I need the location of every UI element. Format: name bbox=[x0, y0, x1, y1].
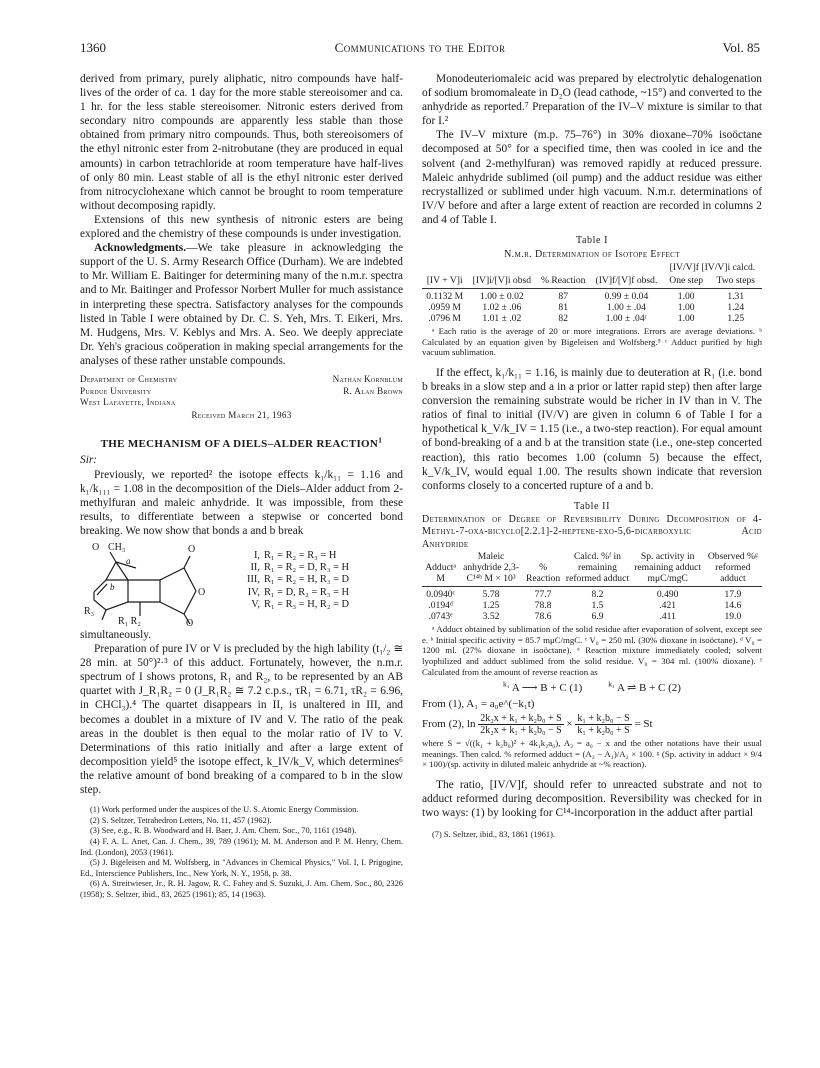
ch3-label: CH₃ bbox=[108, 542, 126, 553]
table-row: 0.0940ᶜ 5.78 77.7 8.2 0.490 17.9 bbox=[426, 589, 742, 601]
paragraph: The IV–V mixture (m.p. 75–76°) in 30% dioxane–70% isoöctane decomposed at 50° for a specified time, then was cooled in ice and the solvent (and 2-methylfuran) was removed rapidly at reduced pressure. Maleic anhydride sublimed (oil pump) and the adduct residue was either recrystallized or sublimed under high vacuum. N.m.r. determinations of IV/V before and after a large extent of reaction are recorded in columns 2 and 4 of Table I. bbox=[422, 129, 762, 226]
table-notes: where S = √((k₁ + k₂b₀)² + 4k₁k₂a₀), A₂ = a₀ − x and the other notations have their usual meanings. Then calcd. % reformed adduct = (A₂ − A₁)/A₂ × 100. ᵍ (Sp. activity in adduct × 9/4 × 100)/(sp. activity in diluted maleic anhydride at ~% reaction). bbox=[422, 738, 762, 770]
equation: $^{k_1}$ A ⟶ B + C (1) bbox=[503, 679, 583, 695]
table-title: Table I bbox=[575, 235, 609, 247]
compound-legend: I, R₁ = R₂ = R₃ = H II, R₁ = R₂ = D, R₃ = H III, R₁ = R₂ = H, R₃ = D IV, R₁ = D, R₂ = R₃ = H V, R₁ = R₃ = H, R₂ = D bbox=[247, 550, 350, 610]
paragraph: Previously, we reported² the isotope effects k₁/k₁₁ = 1.16 and k₁/k₁₁₁ = 1.08 in the decomposition of the Diels–Alder adduct from 2-methylfuran and maleic anhydride. It was impossible, from these results, to differentiate between a stepwise or concerted bond breaking. We now show that bonds a and b break bbox=[80, 468, 403, 537]
table-row: 0.1132 M 1.00 ± 0.02 87 0.99 ± 0.04 1.00 1.31 bbox=[426, 291, 745, 303]
isotope-effect-table bbox=[422, 262, 762, 324]
footnote: (4) F. A. L. Anet, Can. J. Chem., 39, 789 (1961); M. M. Anderson and P. M. Henry, Chem. Ind. (London), 2053 (1961). bbox=[80, 836, 403, 857]
column-header: Two steps bbox=[710, 275, 762, 289]
page-number: 1360 bbox=[80, 40, 106, 55]
paragraph: Extensions of this new synthesis of nitronic esters are being explored and the chemistry of these compounds is under investigation. bbox=[80, 213, 403, 241]
structure-figure bbox=[80, 540, 403, 626]
equation: $^{k_1}$ A ⇌ B + C (2) bbox=[608, 679, 681, 695]
column-header: Sp. activity in remaining adduct mμC/mgC bbox=[632, 551, 704, 587]
atom-o-label: O bbox=[198, 587, 206, 598]
table-caption: Determination of Degree of Reversibility During Decomposition of 4-Methyl-7-oxa-bicyclo[2.2.1]-2-heptene-exo-5,6-dicarboxylic Acid Anhydride bbox=[422, 513, 762, 550]
affiliation-block bbox=[80, 374, 403, 421]
equation-line: From (2), ln $\frac{\text{2k₂x + k₁ + k₂b₀ + S}}{\text{2k₂x + k₁ + k₂b₀ − S}}$ × $\frac{\text{k₁ + k₂b₀ − S}}{\text{k₁ + k₂b₀ + S}}$ = St bbox=[422, 713, 653, 737]
column-header: Maleic anhydride 2,3-C¹⁴ᵇ M × 10³ bbox=[459, 551, 523, 587]
fraction: $\frac{\text{k₁ + k₂b₀ − S}}{\text{k₁ + k₂b₀ + S}}$ bbox=[577, 713, 630, 737]
bond-b-label: b bbox=[110, 582, 115, 592]
right-column bbox=[422, 72, 762, 842]
table-caption: N.m.r. Determination of Isotope Effect bbox=[504, 249, 680, 261]
column-header: (IV]f/[V]f obsd. bbox=[590, 275, 663, 289]
volume-label: Vol. 85 bbox=[722, 40, 760, 55]
column-header: Calcd. %ᶠ in remaining reformed adduct bbox=[563, 551, 631, 587]
author-name: R. Alan Brown bbox=[343, 385, 403, 396]
footnote: (3) See, e.g., R. B. Woodward and H. Baer, J. Am. Chem. Soc., 70, 1161 (1948). bbox=[90, 826, 357, 836]
column-header: Adductᵃ M bbox=[422, 551, 459, 587]
section-title: THE MECHANISM OF A DIELS–ALDER REACTION$^1$ bbox=[100, 435, 383, 451]
university: Purdue University bbox=[80, 385, 152, 396]
reaction-equations bbox=[422, 681, 762, 695]
paragraph: derived from primary, purely aliphatic, nitro compounds have half-lives of the order of ca. 1 day for the more stable stereoisomer and ca. 1 hr. for the less stable stereoisomer. Nitronic esters derived from secondary nitro compounds are apparently less stable than those obtained from primary nitro compounds. Thus, both stereoisomers of the ethyl nitronic ester from 2-nitrobutane (they are produced in equal amounts) in carbon tetrachloride at room temperature have half-lives of only 80 min. Least stable of all is the ethyl nitronic ester derived from nitrocyclohexane which cannot be brought to room temperature without decomposing rapidly. bbox=[80, 73, 403, 212]
r3-label: R₃ bbox=[84, 606, 95, 617]
paragraph: If the effect, k₁/k₁₁ = 1.16, is mainly due to deuteration at R₁ (i.e. bond b breaks in a slow step and a in a prior or latter rapid step) then after large conversion the remaining substrate would be richer in IV than in V. The ratios of final to initial (IV/V) are given in column 6 of Table I for a hypothetical k_V/k_IV = 1.15 (i.e., a two-step reaction). For equal amount of bond-breaking of a and b at the transition state (i.e., one-step concerted reaction), this ratio becomes 1.00 (column 5) because the effect, k_V/k_IV, would equal 1.00. The results shown indicate that reversion conforms closely to a concerted rupture of a and b. bbox=[422, 367, 762, 492]
paragraph: The ratio, [IV/V]f, should refer to unreacted substrate and not to adduct reformed during decomposition. Reversibility was checked for in two ways: (1) by looking for C¹⁴-incorporation in the adduct after partial bbox=[422, 779, 762, 820]
table-notes: ᵃ Adduct obtained by sublimation of the solid residue after evaporation of solvent, except see e. ᵇ Initial specific activity = 85.7 mμC/mgC. ᶜ V₀ = 250 ml. (30% dioxane in isoöctane). ᵈ V₀ = 1200 ml. (27% dioxane in isoöctane). ᵉ Reaction mixture immediately cooled; solvent lyophilized and adduct sublimed from the solid residue. V₀ = 304 ml. (100% dioxane). ᶠ Calculated from the amount of reverse reaction as bbox=[422, 624, 762, 677]
r1-r2-label: R₁ R₂ bbox=[118, 616, 141, 626]
paragraph: simultaneously. bbox=[80, 629, 152, 641]
ack-body: —We take pleasure in acknowledging the support of the U. S. Army Research Office (Durham). We are indebted to Mr. William E. Baitinger for determining many of the n.m.r. spectra and to Mr. Baitinger and Professor Norbert Muller for much assistance in interpreting these spectra. Satisfactory analyses for the compounds listed in Table I were obtained by Dr. C. S. Yeh, Mrs. T. Eikeri, Mrs. M. Hudgens, Mrs. V. Keblys and Mrs. A. Seo. We deeply appreciate Dr. Yeh's gracious coöperation in making special arrangements for the analyses of these rather unstable compounds. bbox=[80, 242, 403, 367]
column-header: % Reaction bbox=[536, 275, 590, 289]
atom-o-label: O bbox=[188, 544, 196, 555]
department: Department of Chemistry bbox=[80, 373, 178, 384]
atom-o-label: O bbox=[92, 542, 100, 553]
footnote: (1) Work performed under the auspices of the U. S. Atomic Energy Commission. bbox=[90, 805, 359, 815]
table-row: .0796 M 1.01 ± .02 82 1.00 ± .04ᶜ 1.00 1.25 bbox=[428, 313, 745, 325]
column-header: % Reaction bbox=[523, 551, 563, 587]
running-title: Communications to the Editor bbox=[334, 40, 506, 55]
bond-a-label: a bbox=[126, 556, 131, 566]
ack-heading: Acknowledgments. bbox=[94, 242, 187, 255]
column-header: [IV]i/[V]i obsd bbox=[467, 275, 536, 289]
reversibility-table bbox=[422, 551, 762, 622]
left-column bbox=[80, 72, 403, 900]
table-row: .0959 M 1.02 ± .06 81 1.00 ± .04 1.00 1.24 bbox=[428, 302, 745, 314]
atom-o-label: O bbox=[186, 618, 194, 626]
footnote: (7) S. Seltzer, ibid., 83, 1861 (1961). bbox=[432, 830, 555, 840]
table-row: .0743ᵉ 3.52 78.6 6.9 .411 19.0 bbox=[428, 611, 742, 623]
acknowledgments bbox=[80, 241, 403, 368]
footnotes bbox=[80, 805, 403, 900]
author-name: Nathan Kornblum bbox=[332, 373, 403, 384]
equation-line: From (1), A₁ = a₀e^(−k₁t) bbox=[422, 698, 535, 711]
footnote: (6) A. Streitwieser, Jr., R. H. Jagow, R. C. Fahey and S. Suzuki, J. Am. Chem. Soc., 80, 2326 (1958); S. Seltzer, ibid., 83, 2625 (1961); 85, 14 (1963). bbox=[80, 879, 403, 899]
table-title: Table II bbox=[573, 500, 611, 512]
page-header bbox=[80, 40, 760, 58]
paragraph: Monodeuteriomaleic acid was prepared by electrolytic dehalogenation of sodium bromomaleate in D₂O (lead cathode, ~15°) and converted to the anhydride as reported.⁷ Preparation of the IV–V mixture is similar to that for I.² bbox=[422, 73, 762, 128]
paragraph: Preparation of pure IV or V is precluded by the high lability (t₁/₂ ≅ 28 min. at 50°)²·³ of this adduct. Fortunately, however, the n.m.r. spectrum of I shows protons, R₁ and R₂, to be represented by an AB quartet with J_R₁R₂ = 0 (J_R₁R₂ ≅ 7.2 c.p.s., τR₁ = 6.71, τR₂ = 6.96, in CHCl₃).⁴ The quartet disappears in II, is unaltered in III, and becomes a doublet in a mixture of IV and V. The ratio of the peak areas in the doublet is then equal to the molar ratio of IV to V. Determinations of this ratio initially and after a large extent of decomposition yield⁵ the isotope effect, k_IV/k_V, which determines⁶ the relative amount of bond breaking of a compared to b in the slow step. bbox=[80, 643, 403, 797]
table-row: .0194ᵈ 1.25 78.8 1.5 .421 14.6 bbox=[428, 600, 742, 612]
footnote: (2) S. Seltzer, Tetrahedron Letters, No. 11, 457 (1962). bbox=[90, 815, 272, 825]
table-notes: ᵃ Each ratio is the average of 20 or more integrations. Errors are average deviations. ᵇ Calculated by an equation given by Bigeleisen and Wolfsberg.⁵ ᶜ Adduct purified by high vacuum sublimation. bbox=[422, 326, 762, 358]
received-date: Received March 21, 1963 bbox=[191, 409, 292, 420]
city: West Lafayette, Indiana bbox=[80, 397, 176, 408]
diels-alder-adduct-structure bbox=[80, 540, 220, 626]
footnote: (5) J. Bigeleisen and M. Wolfsberg, in "Advances in Chemical Physics," Vol. I, I. Prigogine, Ed., Interscience Publishers, Inc., New York, N. Y., 1958, p. 38. bbox=[80, 858, 403, 878]
column-header: [IV + V]i bbox=[422, 275, 467, 289]
group-header: [IV/V]f [IV/V]i calcd. bbox=[669, 262, 756, 274]
salutation: Sir: bbox=[80, 454, 98, 467]
fraction: $\frac{\text{2k₂x + k₁ + k₂b₀ + S}}{\text{2k₂x + k₁ + k₂b₀ − S}}$ bbox=[480, 713, 562, 737]
column-header: One step bbox=[663, 275, 710, 289]
column-header: Observed %ᵍ reformed adduct bbox=[704, 551, 762, 587]
